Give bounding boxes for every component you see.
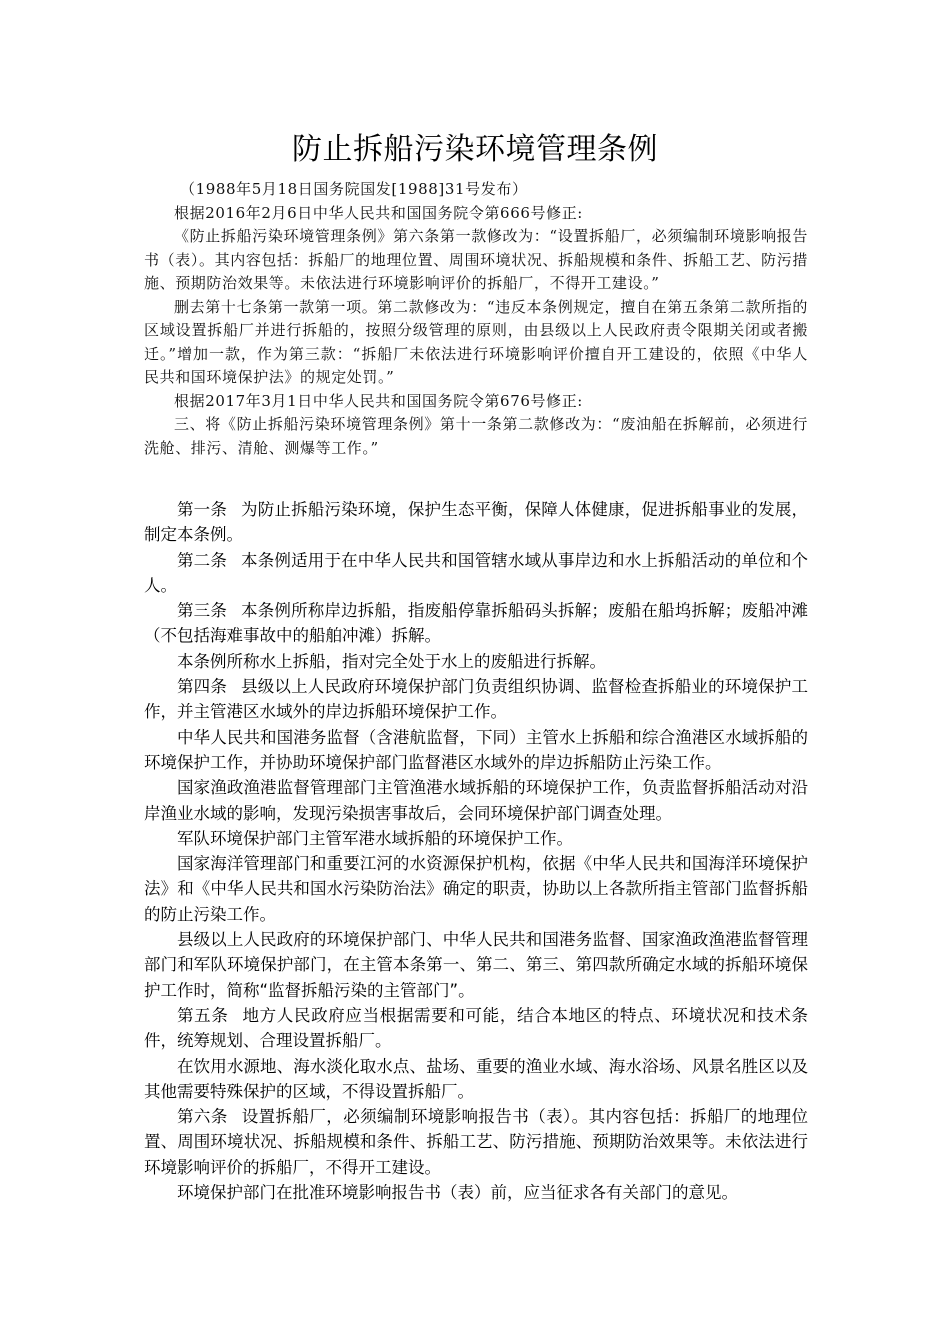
article-paragraph	[144, 826, 808, 851]
article-text: 国家渔政渔港监督管理部门主管渔港水域拆船的环境保护工作，负责监督拆船活动对沿岸渔业水域的影响，发现污染损害事故后，会同环境保护部门调查处理。	[144, 778, 808, 823]
amendment-paragraph: 三、将《防止拆船污染环境管理条例》第十一条第二款修改为：“废油船在拆解前，必须进行洗舱、排污、清舱、测爆等工作。”	[144, 415, 808, 457]
article-paragraph	[144, 725, 808, 776]
article-paragraph	[144, 548, 808, 599]
article-text: 国家海洋管理部门和重要江河的水资源保护机构，依据《中华人民共和国海洋环境保护法》和《中华人民共和国水污染防治法》确定的职责，协助以上各款所指主管部门监督拆船的防止污染工作。	[144, 854, 808, 924]
document-title: 防止拆船污染环境管理条例	[292, 132, 658, 167]
preface-section	[144, 178, 808, 460]
article-heading: 第三条	[177, 601, 228, 621]
promulgation-note: （1988年5月18日国务院国发[1988]31号发布）	[180, 180, 528, 198]
amendment-paragraph: 根据2017年3月1日中华人民共和国国务院令第676号修正:	[174, 391, 583, 410]
article-paragraph	[144, 598, 808, 649]
articles-section	[144, 497, 808, 1205]
amendment-paragraph: 根据2016年2月6日中华人民共和国国务院令第666号修正:	[174, 203, 583, 222]
article-text: 县级以上人民政府环境保护部门负责组织协调、监督检查拆船业的环境保护工作，并主管港区水域外的岸边拆船环境保护工作。	[144, 677, 809, 722]
article-text: 中华人民共和国港务监督（含港航监督，下同）主管水上拆船和综合渔港区水域拆船的环境保护工作，并协助环境保护部门监督港区水域外的岸边拆船防止污染工作。	[144, 727, 808, 772]
article-paragraph	[144, 497, 808, 548]
article-paragraph	[144, 851, 808, 927]
article-heading: 第四条	[177, 677, 228, 697]
article-paragraph	[144, 1180, 808, 1205]
article-paragraph	[144, 1003, 808, 1054]
article-text: 军队环境保护部门主管军港水域拆船的环境保护工作。	[177, 828, 573, 848]
article-text: 本条例所称岸边拆船，指废船停靠拆船码头拆解；废船在船坞拆解；废船冲滩（不包括海难事故中的船舶冲滩）拆解。	[144, 601, 809, 646]
article-paragraph	[144, 775, 808, 826]
article-text: 县级以上人民政府的环境保护部门、中华人民共和国港务监督、国家渔政渔港监督管理部门和军队环境保护部门，在主管本条第一、第二、第三、第四款所确定水域的拆船环境保护工作时，简称“监督拆船污染的主管部门”。	[144, 930, 808, 1000]
amendment-paragraph: 《防止拆船污染环境管理条例》第六条第一款修改为：“设置拆船厂，必须编制环境影响报告书（表）。其内容包括：拆船厂的地理位置、周围环境状况、拆船规模和条件、拆船工艺、防污措施、预期防治效果等。未依法进行环境影响评价的拆船厂，不得开工建设。”	[144, 227, 808, 292]
article-text: 为防止拆船污染环境，保护生态平衡，保障人体健康，促进拆船事业的发展，制定本条例。	[144, 500, 809, 545]
article-text: 本条例适用于在中华人民共和国管辖水域从事岸边和水上拆船活动的单位和个人。	[144, 550, 809, 595]
amendment-paragraph: 删去第十七条第一款第一项。第二款修改为：“违反本条例规定，擅自在第五条第二款所指的区域设置拆船厂并进行拆船的，按照分级管理的原则，由县级以上人民政府责令限期关闭或者搬迁。”增加一款，作为第三款：“拆船厂未依法进行环境影响评价擅自开工建设的，依照《中华人民共和国环境保护法》的规定处罚。”	[144, 297, 808, 386]
article-paragraph	[144, 1104, 808, 1180]
article-text: 环境保护部门在批准环境影响报告书（表）前，应当征求各有关部门的意见。	[177, 1183, 738, 1203]
article-paragraph	[144, 674, 808, 725]
article-paragraph	[144, 1054, 808, 1105]
article-text: 本条例所称水上拆船，指对完全处于水上的废船进行拆解。	[177, 651, 606, 671]
article-paragraph	[144, 927, 808, 1003]
article-text: 在饮用水源地、海水淡化取水点、盐场、重要的渔业水域、海水浴场、风景名胜区以及其他需要特殊保护的区域，不得设置拆船厂。	[144, 1056, 808, 1101]
article-paragraph	[144, 649, 808, 674]
article-heading: 第五条	[177, 1005, 229, 1025]
article-text: 地方人民政府应当根据需要和可能，结合本地区的特点、环境状况和技术条件，统筹规划、合理设置拆船厂。	[144, 1005, 809, 1051]
article-heading: 第二条	[177, 550, 228, 570]
article-heading: 第一条	[177, 500, 228, 519]
article-text: 设置拆船厂，必须编制环境影响报告书（表）。其内容包括：拆船厂的地理位置、周围环境状况、拆船规模和条件、拆船工艺、防污措施、预期防治效果等。未依法进行环境影响评价的拆船厂，不得开工建设。	[144, 1107, 809, 1177]
article-heading: 第六条	[177, 1107, 228, 1127]
